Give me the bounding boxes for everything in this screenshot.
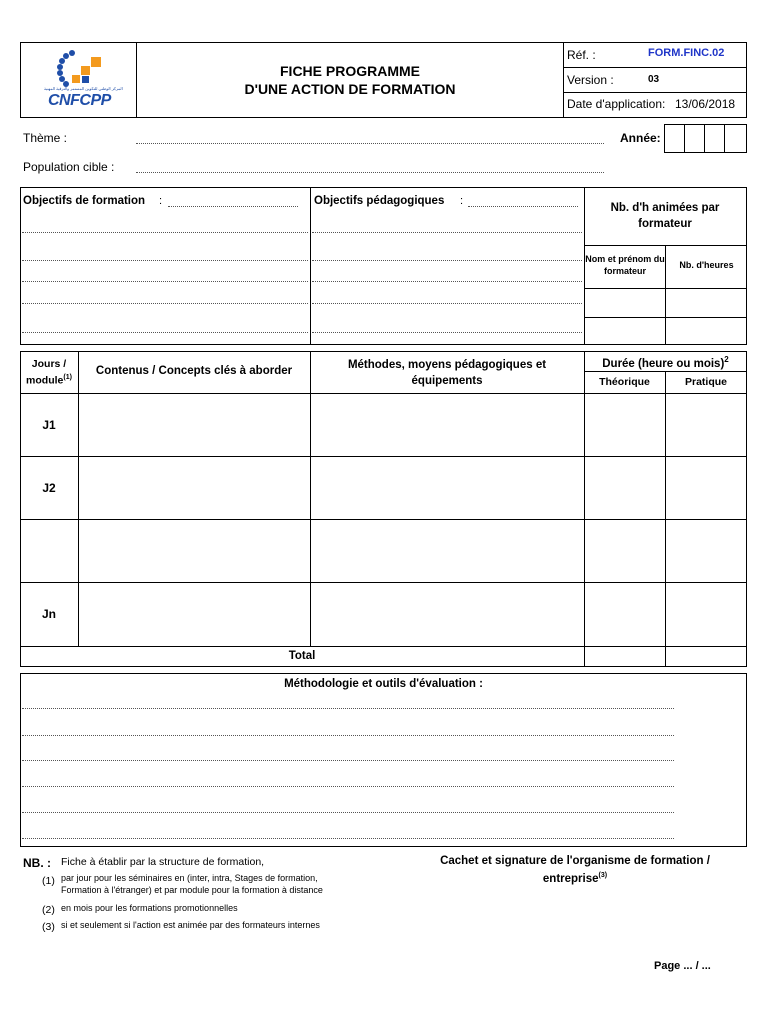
jours-header	[20, 357, 78, 388]
population-field[interactable]	[136, 172, 604, 173]
objectifs-pedagogiques-line[interactable]	[312, 232, 582, 233]
ref-value: FORM.FINC.02	[648, 47, 725, 59]
methodes-header: Méthodes, moyens pédagogiques et équipements	[347, 359, 547, 387]
evaluation-line[interactable]	[22, 735, 674, 736]
signature-line2	[400, 872, 750, 885]
row-label-jn: Jn	[41, 607, 56, 621]
nom-prenom-header: Nom et prénom du formateur	[585, 254, 665, 276]
page-number: Page ... / ...	[654, 960, 711, 972]
signature-entreprise: entreprise	[542, 872, 599, 885]
objectifs-pedagogiques-line[interactable]	[312, 260, 582, 261]
theorique-header: Théorique	[599, 376, 650, 388]
org-name-ar: المركز الوطني للتكوين المستمر والترقية المهنية	[44, 86, 123, 91]
signature-line1: Cachet et signature de l'organisme de formation /	[440, 855, 710, 867]
row-label-j2: J2	[42, 481, 56, 495]
theme-label: Thème :	[23, 131, 68, 145]
annee-cell-3[interactable]	[704, 124, 725, 153]
evaluation-line[interactable]	[22, 760, 674, 761]
program-table	[20, 351, 747, 667]
version-label: Version :	[567, 73, 614, 87]
objectifs-pedagogiques-line[interactable]	[312, 281, 582, 282]
population-label: Population cible :	[23, 160, 115, 174]
date-value: 13/06/2018	[675, 97, 736, 111]
objectifs-pedagogiques-line[interactable]	[312, 332, 582, 333]
evaluation-title: Méthodologie et outils d'évaluation :	[284, 678, 483, 690]
nb-heures-header: Nb. d'h animées par formateur	[610, 202, 720, 230]
pratique-header: Pratique	[684, 376, 727, 388]
annee-cell-4[interactable]	[724, 124, 747, 153]
form-title-line2: D'UNE ACTION DE FORMATION	[244, 81, 456, 97]
objectifs-formation-field[interactable]	[168, 206, 298, 207]
objectifs-pedagogiques-label: Objectifs pédagogiques	[314, 195, 445, 207]
evaluation-line[interactable]	[22, 812, 674, 813]
org-logo	[44, 48, 123, 114]
annee-cell-2[interactable]	[684, 124, 705, 153]
note1-num: (1)	[42, 875, 55, 887]
objectifs-pedagogiques-field[interactable]	[468, 206, 578, 207]
note2-num: (2)	[42, 904, 55, 916]
total-label: Total	[288, 650, 316, 662]
jours-header-label: Jours / module	[26, 358, 67, 387]
note3-num: (3)	[42, 921, 55, 933]
version-value: 03	[648, 74, 660, 85]
objectifs-formation-line[interactable]	[22, 232, 308, 233]
row-label-j1: J1	[42, 418, 56, 432]
duree-header	[584, 355, 747, 370]
objectifs-formation-line[interactable]	[22, 260, 308, 261]
ref-label: Réf. :	[567, 48, 596, 62]
objectifs-formation-line[interactable]	[22, 332, 308, 333]
note1-line2: Formation à l'étranger) et par module pour la formation à distance	[61, 885, 323, 895]
nb-label: NB. :	[23, 856, 51, 870]
objectifs-formation-line[interactable]	[22, 303, 308, 304]
form-title-line1: FICHE PROGRAMME	[280, 63, 420, 79]
note-intro: Fiche à établir par la structure de formation,	[61, 856, 265, 868]
annee-cell-1[interactable]	[664, 124, 685, 153]
theme-field[interactable]	[136, 143, 604, 144]
note2-text: en mois pour les formations promotionnelles	[61, 903, 238, 913]
note3-text: si et seulement si l'action est animée par des formateurs internes	[61, 920, 320, 930]
nb-heures-col: Nb. d'heures	[679, 260, 734, 270]
contenus-header: Contenus / Concepts clés à aborder	[95, 365, 293, 377]
jours-header-note: (1)	[63, 374, 72, 381]
objectifs-pedagogiques-line[interactable]	[312, 303, 582, 304]
objectifs-formation-line[interactable]	[22, 281, 308, 282]
evaluation-line[interactable]	[22, 708, 674, 709]
note1-line1: par jour pour les séminaires en (inter, intra, Stages de formation,	[61, 873, 318, 883]
duree-header-label: Durée (heure ou mois)	[602, 357, 725, 370]
org-name: CNFCPP	[48, 92, 111, 109]
annee-label: Année:	[620, 131, 661, 145]
evaluation-line[interactable]	[22, 786, 674, 787]
objectifs-formation-label: Objectifs de formation	[23, 195, 146, 207]
signature-note: (3)	[598, 872, 608, 879]
duree-header-note: 2	[724, 355, 729, 364]
date-label: Date d'application:	[567, 97, 666, 111]
evaluation-line[interactable]	[22, 838, 674, 839]
